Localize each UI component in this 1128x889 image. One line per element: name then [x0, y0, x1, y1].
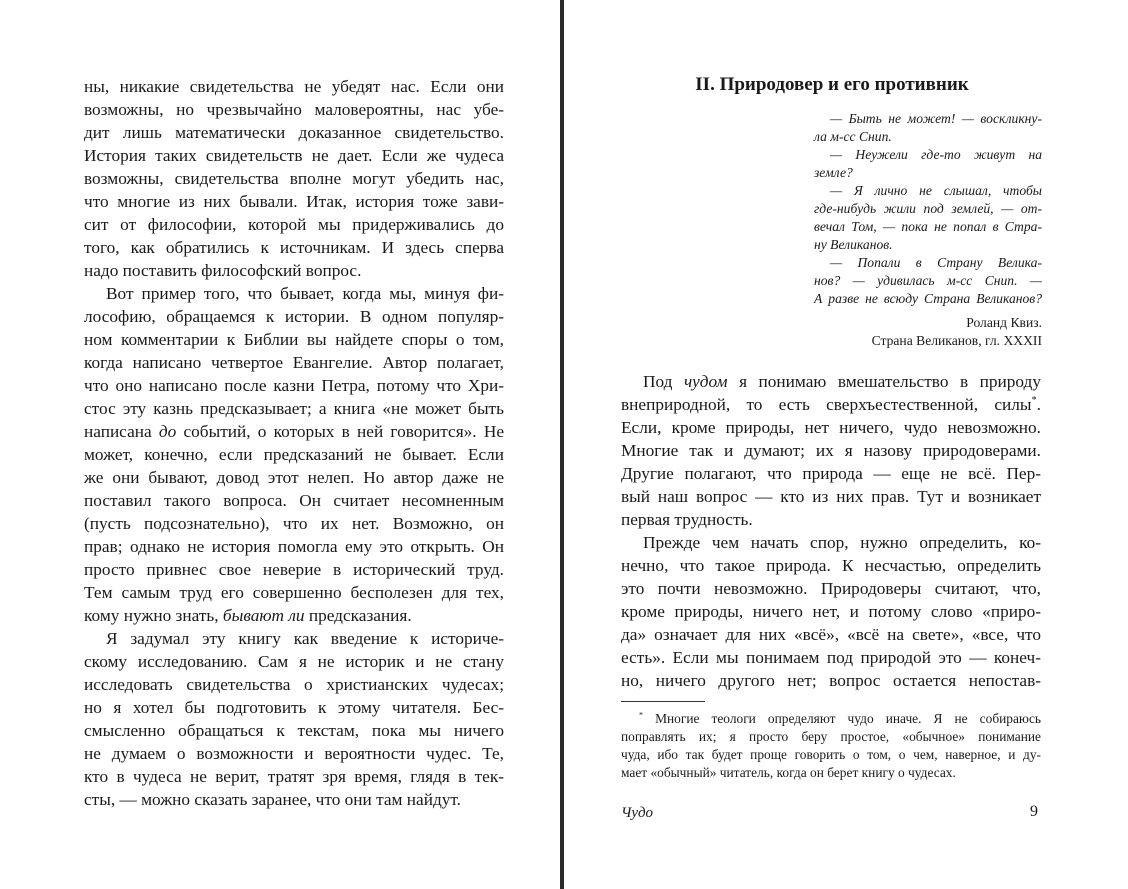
- left-line-9: надо поставить философский вопрос.: [84, 261, 362, 280]
- left-line-27: исследовать свидетельства о христианских чудесах;: [84, 675, 504, 694]
- left-line-18: же они бывают, довод этот нелеп. Но автор даже не: [84, 468, 504, 487]
- right-line-4: Многие так и думают; их я назову природоверами.: [621, 441, 1041, 460]
- left-line-15: стос эту казнь предсказывает; а книга «не может быть: [84, 399, 504, 418]
- right-line-6: вый наш вопрос — кто из них прав. Тут и возникает: [621, 487, 1041, 506]
- chapter-title: II. Природовер и его противник: [695, 74, 969, 95]
- left-line-25: Я задумал эту книгу как введение к историче-: [106, 629, 504, 648]
- left-line-28: но я хотел бы подготовить к этому читателя. Бес-: [84, 698, 504, 717]
- epigraph-line-9: — Попали в Страну Велика-: [830, 255, 1042, 270]
- left-line-22: просто привнес свое неверие в исторический труд.: [84, 560, 504, 579]
- left-line-20: (пусть подсознательно), что их нет. Возможно, он: [84, 514, 504, 533]
- emphasis-chudom: чудом: [683, 372, 728, 391]
- left-line-19: поставил такого вопроса. Он считает несомненным: [84, 491, 504, 510]
- epigraph-line-4: земле?: [814, 165, 853, 180]
- left-line-26: скому исследованию. Сам я не историк и не стану: [84, 652, 504, 671]
- left-line-21: прав; однако не история помогла ему это открыть. Он: [84, 537, 504, 556]
- epigraph-line-10: нов? — удивилась м-сс Снип. —: [814, 273, 1042, 288]
- epigraph-line-2: ла м-сс Снип.: [814, 129, 892, 144]
- epigraph-line-1: — Быть не может! — воскликну-: [830, 111, 1042, 126]
- left-line-1: ны, никакие свидетельства не убедят нас. Если они: [84, 77, 504, 96]
- left-line-16: [84, 420, 504, 443]
- left-line-3: дит лишь математически доказанное свидетельство.: [84, 123, 504, 142]
- left-line-13: когда написано четвертое Евангелие. Автор полагает,: [84, 353, 504, 372]
- left-line-2: возможны, но чрезвычайно маловероятны, нас убе-: [84, 100, 504, 119]
- footnote-line-1: [621, 710, 1041, 729]
- right-line-1: [621, 370, 1041, 393]
- right-line-2: [621, 393, 1041, 416]
- right-page: [566, 0, 1128, 889]
- left-line-31: кто в чудеса не верит, тратят зря время, глядя в тек-: [84, 767, 504, 786]
- footnote-rule: [621, 701, 705, 702]
- footnote-ref: *: [1031, 395, 1037, 407]
- right-line-10: это почти невозможно. Природоверы считают, что,: [621, 579, 1041, 598]
- left-line-16-b: событий, о которых в ней говорится». Не: [183, 422, 504, 441]
- right-line-8: Прежде чем начать спор, нужно определить, ко-: [643, 533, 1041, 552]
- left-page: [0, 0, 560, 889]
- left-line-32: сты, — можно сказать заранее, что они там найдут.: [84, 790, 461, 809]
- left-line-14: что оно написано после казни Петра, потому что Хри-: [84, 376, 504, 395]
- left-line-10: Вот пример того, что бывает, когда мы, минуя фи-: [106, 284, 504, 303]
- right-line-14: но, ничего другого нет; вопрос остается непостав-: [621, 671, 1041, 690]
- emphasis-do: до: [158, 422, 177, 441]
- left-line-4: История таких свидетельств не дает. Если же чудеса: [84, 146, 504, 165]
- right-line-13: есть». Если мы понимаем под природой это — конеч-: [621, 648, 1041, 667]
- left-line-8: того, как обратились к источникам. И здесь сперва: [84, 238, 504, 257]
- footnote-line-1-text: Многие теологи определяют чудо иначе. Я не собираюсь: [655, 711, 1041, 726]
- right-line-2-b: .: [1036, 395, 1041, 414]
- right-line-1-a: Под: [643, 372, 673, 391]
- left-line-5: возможны, свидетельства вполне могут убедить нас,: [84, 169, 504, 188]
- right-line-7: первая трудность.: [621, 510, 753, 529]
- epigraph-line-8: ну Великанов.: [814, 237, 893, 252]
- left-line-11: лософию, обращаемся к истории. В одном популяр-: [84, 307, 504, 326]
- left-line-12: ном комментарии к Библии вы найдете споры о том,: [84, 330, 504, 349]
- epigraph-line-5: — Я лично не слышал, чтобы: [830, 183, 1042, 198]
- epigraph-line-3: — Неужели где-то живут на: [830, 147, 1042, 162]
- right-line-3: Если, кроме природы, нет ничего, чудо невозможно.: [621, 418, 1041, 437]
- right-line-11: кроме природы, ничего нет, и потому слово «приро-: [621, 602, 1041, 621]
- footnote-marker: *: [639, 710, 644, 720]
- page-number: 9: [1030, 803, 1038, 820]
- footnote-line-4: мает «обычный» читатель, когда он берет книгу о чудесах.: [621, 765, 956, 780]
- running-footer-title: Чудо: [621, 805, 654, 821]
- left-line-24: [84, 604, 412, 627]
- left-line-30: не думаем о возможности и вероятности чудес. Те,: [84, 744, 504, 763]
- right-line-1-b: я понимаю вмешательство в природу: [739, 372, 1041, 391]
- right-line-12: да» означает для них «всё», «всё на свете», «все, что: [621, 625, 1041, 644]
- epigraph-line-6: где-нибудь жили под землей, — от-: [814, 201, 1042, 216]
- left-line-23: Тем самым труд его совершенно бесполезен для тех,: [84, 583, 504, 602]
- emphasis-byvayut-li: бывают ли: [222, 606, 305, 625]
- right-line-5: Другие полагают, что природа — еще не всё. Пер-: [621, 464, 1041, 483]
- epigraph-source: Страна Великанов, гл. XXXII: [871, 333, 1042, 348]
- footnote-line-2: поправлять их; я просто беру простое, «обычное» понимание: [621, 729, 1041, 744]
- left-line-17: может, конечно, если предсказаний не бывает. Если: [84, 445, 504, 464]
- right-line-2-a: внеприродной, то есть сверхъестественной, силы: [621, 395, 1032, 414]
- left-line-6: что многие из них бывали. Итак, история тоже зави-: [84, 192, 504, 211]
- left-line-7: сит от философии, которой мы придерживались до: [84, 215, 504, 234]
- right-line-9: нечно, что такое природа. К несчастью, определить: [621, 556, 1041, 575]
- book-gutter: [560, 0, 564, 889]
- left-line-24-a: кому нужно знать,: [84, 606, 219, 625]
- epigraph-line-11: А разве не всюду Страна Великанов?: [814, 291, 1042, 306]
- footnote-line-3: чуда, ибо так будет проще говорить о том, о чем, наверное, и ду-: [621, 747, 1041, 762]
- epigraph-line-7: вечал Том, — пока не попал в Стра-: [814, 219, 1042, 234]
- left-line-16-a: написана: [84, 422, 152, 441]
- left-line-24-b: предсказания.: [308, 606, 412, 625]
- left-line-29: смысленно обращаться к текстам, пока мы ничего: [84, 721, 504, 740]
- epigraph-author: Роланд Квиз.: [966, 315, 1042, 330]
